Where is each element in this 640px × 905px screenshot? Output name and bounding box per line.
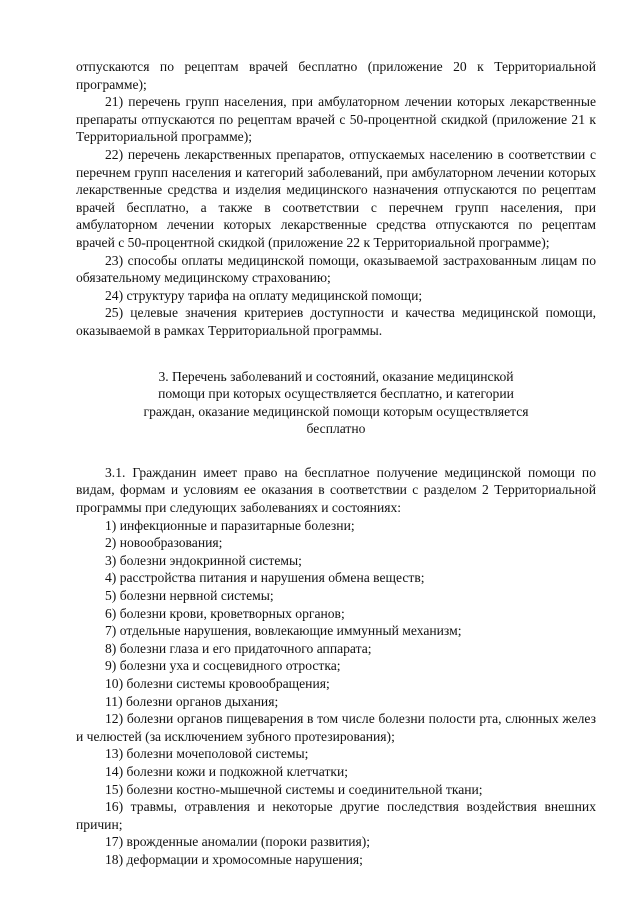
list-item: 8) болезни глаза и его придаточного аппарата; bbox=[105, 640, 372, 656]
paragraph-continuation: отпускаются по рецептам врачей бесплатно (приложение 20 к Территориальной программе); bbox=[76, 59, 596, 92]
paragraph-item-23: 23) способы оплаты медицинской помощи, оказываемой застрахованным лицам по обязательному медицинскому страхованию; bbox=[76, 252, 596, 286]
list-item: 9) болезни уха и сосцевидного отростка; bbox=[105, 658, 341, 674]
list-item: 10) болезни системы кровообращения; bbox=[105, 676, 330, 691]
list-item: 12) болезни органов пищеварения в том числе болезни полости рта, слюнных желез и челюстей (за исключением зубного протезирования); bbox=[76, 711, 596, 744]
list-item: 11) болезни органов дыхания; bbox=[105, 693, 279, 709]
paragraph-item-24: 24) структуру тарифа на оплату медицинской помощи; bbox=[105, 287, 423, 303]
paragraph-item-25: 25) целевые значения критериев доступности и качества медицинской помощи, оказываемой в рамках Территориальной программы. bbox=[76, 305, 596, 338]
list-item: 16) травмы, отравления и некоторые другие последствия воздействия внешних причин; bbox=[76, 799, 596, 832]
list-item: 15) болезни костно-мышечной системы и соединительной ткани; bbox=[105, 781, 483, 797]
list-item: 14) болезни кожи и подкожной клетчатки; bbox=[105, 763, 349, 779]
list-item: 7) отдельные нарушения, вовлекающие иммунный механизм; bbox=[105, 623, 462, 639]
list-item: 17) врожденные аномалии (пороки развития); bbox=[105, 834, 371, 850]
list-item: 2) новообразования; bbox=[105, 535, 223, 551]
list-item: 1) инфекционные и паразитарные болезни; bbox=[105, 517, 355, 533]
section-heading: 3. Перечень заболеваний и состояний, оказание медицинской помощи при которых осуществляется бесплатно, и категории граждан, оказание медицинской помощи которым осуществляется бесплатно bbox=[143, 368, 529, 437]
list-item: 5) болезни нервной системы; bbox=[105, 588, 274, 604]
paragraph-item-22: 22) перечень лекарственных препаратов, отпускаемых населению в соответствии с перечнем групп населения и категорий заболеваний, при амбулаторном лечении которых лекарственные средства и изделия медицинского назначения отпускаются по рецептам врачей бесплатно, а также в соответствии с перечнем групп населения, при амбулаторном лечении которых лекарственные средства отпускаются по рецептам врачей с 50-процентной скидкой (приложение 22 к Территориальной программе); bbox=[76, 146, 596, 250]
paragraph-item-21: 21) перечень групп населения, при амбулаторном лечении которых лекарственные препараты отпускаются по рецептам врачей с 50-процентной скидкой (приложение 21 к Территориальной программе); bbox=[76, 94, 596, 145]
section-intro: 3.1. Гражданин имеет право на бесплатное получение медицинской помощи по видам, формам и условиям ее оказания в соответствии с разделом 2 Территориальной программы при следующих заболеваниях и состояниях: bbox=[76, 464, 596, 516]
list-item: 13) болезни мочеполовой системы; bbox=[105, 746, 309, 762]
list-item: 18) деформации и хромосомные нарушения; bbox=[105, 851, 363, 867]
list-item: 6) болезни крови, кроветворных органов; bbox=[105, 605, 345, 621]
list-item: 4) расстройства питания и нарушения обмена веществ; bbox=[105, 570, 425, 586]
list-item: 3) болезни эндокринной системы; bbox=[105, 552, 302, 568]
